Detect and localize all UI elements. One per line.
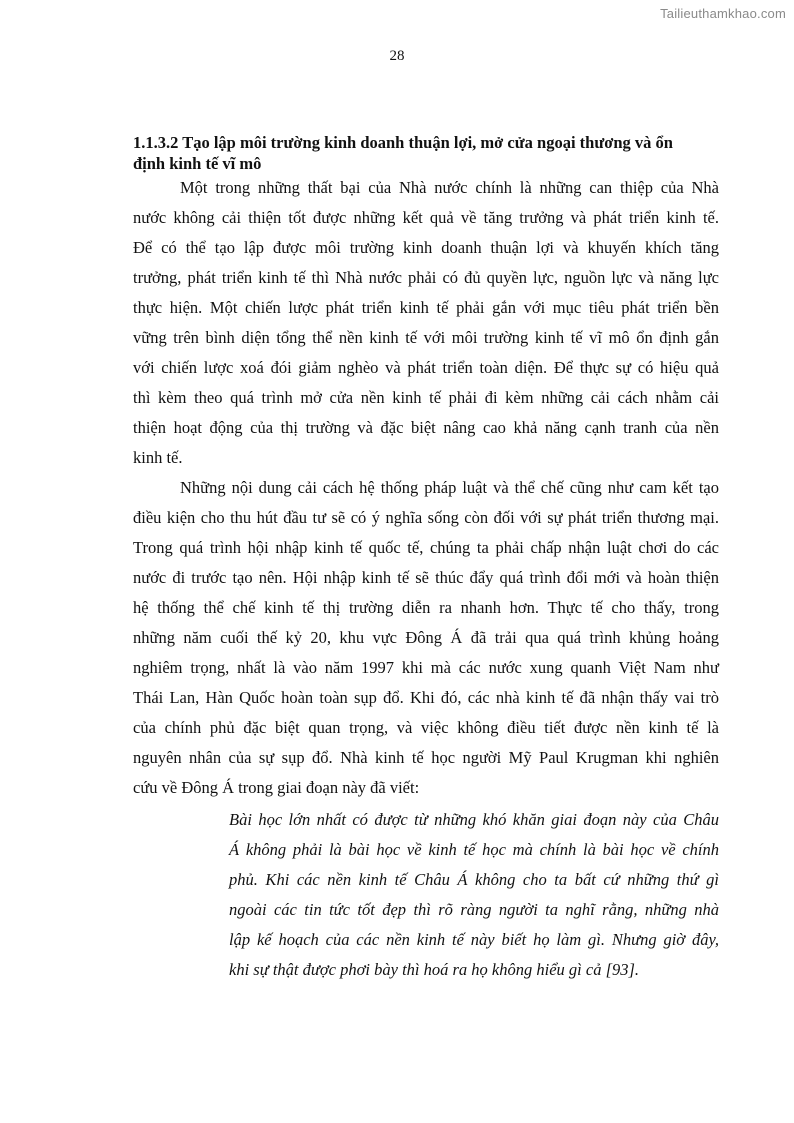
heading-line: 1.1.3.2 Tạo lập môi trường kinh doanh thuận lợi, mở cửa ngoại thương và ổn [133, 133, 673, 152]
text-line: thì kèm theo quá trình mở cửa nền kinh tế phải đi kèm những cải cách nhằm cải [133, 388, 719, 407]
page-number: 28 [389, 48, 405, 64]
text-line: thiện hoạt động của thị trường và đặc biệt nâng cao khả năng cạnh tranh của nền [133, 418, 719, 437]
quote-line: Á không phải là bài học về kinh tế học mà chính là bài học về chính [229, 840, 719, 859]
text-line: nước không cải thiện tốt được những kết quả về tăng trưởng và phát triển kinh tế. [133, 208, 719, 227]
text-line: nguyên nhân của sự sụp đổ. Nhà kinh tế học người Mỹ Paul Krugman khi nghiên [133, 748, 719, 767]
quote-line: lập kế hoạch của các nền kinh tế này biết họ làm gì. Nhưng giờ đây, [229, 930, 719, 949]
text-line: cứu về Đông Á trong giai đoạn này đã viết: [133, 778, 420, 797]
text-line: nước đi trước tạo nên. Hội nhập kinh tế sẽ thúc đẩy quá trình đổi mới và hoàn thiện [133, 568, 719, 587]
quote-line: khi sự thật được phơi bày thì hoá ra họ không hiểu gì cả [93]. [229, 960, 640, 979]
text-line: trưởng, phát triển kinh tế thì Nhà nước phải có đủ quyền lực, nguồn lực và năng lực [133, 268, 719, 287]
text-line: của chính phủ đặc biệt quan trọng, và việc không điều tiết được nền kinh tế là [133, 718, 719, 737]
text-line: những năm cuối thế kỷ 20, khu vực Đông Á đã trải qua quá trình khủng hoảng [133, 628, 719, 647]
text-line: điều kiện cho thu hút đầu tư sẽ có ý nghĩa sống còn đối với sự phát triển thương mại. [133, 508, 719, 527]
section-heading [133, 132, 723, 174]
text-line: Để có thể tạo lập được môi trường kinh doanh thuận lợi và khuyến khích tăng [133, 238, 719, 257]
text-line: Trong quá trình hội nhập kinh tế quốc tế, chúng ta phải chấp nhận luật chơi do các [133, 538, 719, 557]
heading-line: định kinh tế vĩ mô [133, 154, 262, 173]
text-line: vững trên bình diện tổng thể nền kinh tế với môi trường kinh tế vĩ mô ổn định gắn [133, 328, 719, 347]
quote-line: ngoài các tin tức tốt đẹp thì rõ ràng người ta nghĩ rằng, những nhà [229, 900, 719, 919]
text-line: nghiêm trọng, nhất là vào năm 1997 khi mà các nước xung quanh Việt Nam như [133, 658, 719, 677]
text-line: Những nội dung cải cách hệ thống pháp luật và thể chế cũng như cam kết tạo [180, 478, 719, 497]
text-line: với chiến lược xoá đói giảm nghèo và phát triển toàn diện. Để thực sự có hiệu quả [133, 358, 719, 377]
text-line: thực hiện. Một chiến lược phát triển kinh tế phải gắn với mục tiêu phát triển bền [133, 298, 719, 317]
text-line: hệ thống thể chế kinh tế thị trường diễn ra nhanh hơn. Thực tế cho thấy, trong [133, 598, 719, 617]
text-line: Thái Lan, Hàn Quốc hoàn toàn sụp đổ. Khi đó, các nhà kinh tế đã nhận thấy vai trò [133, 688, 719, 707]
quote-line: phủ. Khi các nền kinh tế Châu Á không cho ta bất cứ những thứ gì [229, 870, 719, 889]
watermark: Tailieuthamkhao.com [660, 6, 786, 21]
text-line: kinh tế. [133, 448, 183, 467]
text-line: Một trong những thất bại của Nhà nước chính là những can thiệp của Nhà [180, 178, 719, 197]
quote-line: Bài học lớn nhất có được từ những khó khăn giai đoạn này của Châu [229, 810, 719, 829]
